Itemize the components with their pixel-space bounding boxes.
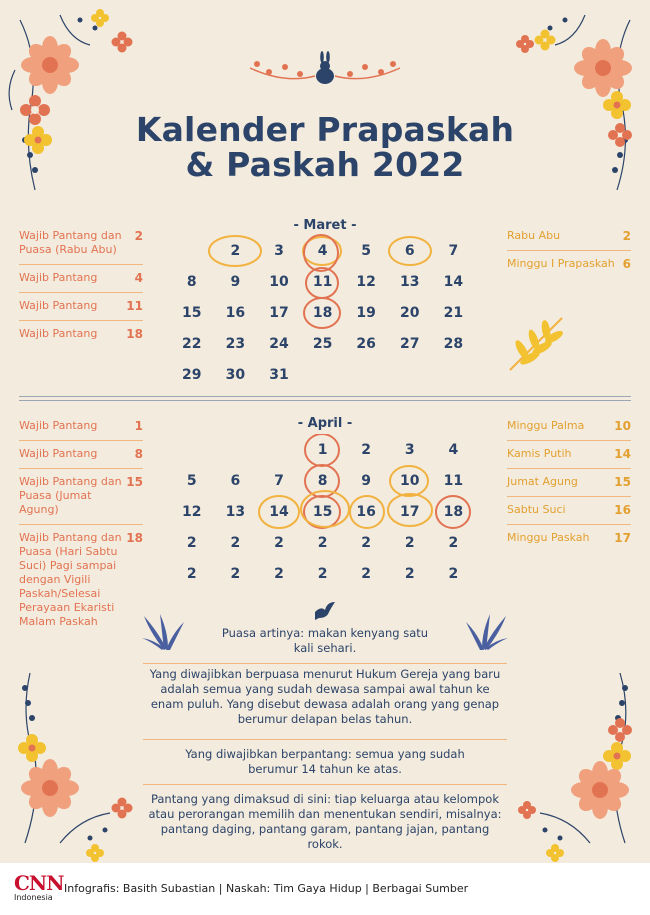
april-day-cell: 2 xyxy=(404,535,415,551)
march-right-event-day: 6 xyxy=(622,257,631,271)
leaf-branch-icon xyxy=(500,310,570,375)
march-left-event-day: 18 xyxy=(126,327,143,341)
march-day-cell: 24 xyxy=(269,336,289,352)
footer-bar xyxy=(0,863,650,915)
march-right-event-row xyxy=(507,223,631,251)
march-right-events xyxy=(507,223,631,278)
april-right-event-label: Sabtu Suci xyxy=(507,503,566,516)
march-day-cell: 14 xyxy=(443,274,464,290)
april-day-cell: 12 xyxy=(182,504,202,520)
april-day-cell: 10 xyxy=(400,473,420,489)
april-right-event-row xyxy=(507,441,631,469)
march-left-event-label: Wajib Pantang dan Puasa (Rabu Abu) xyxy=(19,229,122,256)
april-day-cell: 14 xyxy=(269,504,289,520)
april-day-cell: 15 xyxy=(312,504,333,520)
april-right-event-day: 14 xyxy=(614,447,631,461)
footer-credits: Infografis: Basith Subastian | Naskah: Tim Gaya Hidup | Berbagai Sumber xyxy=(64,882,469,895)
march-day-cell: 12 xyxy=(356,274,376,290)
april-left-event-day: 1 xyxy=(134,419,143,433)
april-day-cell: 5 xyxy=(186,473,197,489)
april-right-event-day: 10 xyxy=(614,419,631,433)
march-day-cell: 20 xyxy=(400,305,420,321)
april-left-event-day: 18 xyxy=(126,531,143,545)
march-day-cell: 7 xyxy=(448,243,459,259)
march-left-event-row xyxy=(19,293,143,321)
april-left-event-day: 15 xyxy=(126,475,143,489)
april-left-events xyxy=(19,413,143,636)
march-right-event-label: Minggu I Prapaskah xyxy=(507,257,615,270)
april-right-event-label: Minggu Paskah xyxy=(507,531,590,544)
april-day-cell: 2 xyxy=(404,566,415,582)
april-left-event-row xyxy=(19,441,143,469)
march-calendar-grid xyxy=(170,236,475,391)
april-right-event-label: Kamis Putih xyxy=(507,447,572,460)
april-day-cell: 2 xyxy=(448,566,459,582)
april-day-cell: 9 xyxy=(361,473,372,489)
april-day-cell: 11 xyxy=(443,473,464,489)
april-day-cell: 13 xyxy=(225,504,246,520)
note-pantang-def: Pantang yang dimaksud di sini: tiap keluarga atau kelompok atau perorangan memilih dan menentukan sendiri, misalnya: pantang daging, pantang garam, pantang jajan, pantang rokok. xyxy=(148,792,502,851)
march-day-cell: 26 xyxy=(356,336,376,352)
april-day-cell: 2 xyxy=(317,535,328,551)
march-day-cell: 8 xyxy=(186,274,197,290)
april-day-cell: 2 xyxy=(361,535,372,551)
march-left-event-row xyxy=(19,265,143,293)
april-day-cell: 2 xyxy=(186,566,197,582)
april-day-cell xyxy=(170,435,214,466)
right-grass-icon xyxy=(462,612,510,652)
bottom-left-flower-decoration xyxy=(0,668,140,863)
april-left-event-label: Wajib Pantang xyxy=(19,419,98,432)
april-left-event-label: Wajib Pantang dan Puasa (Hari Sabtu Suci) Pagi sampai dengan Vigili Paskah/Selesai Perayaan Ekaristi Malam Paskah xyxy=(19,531,122,628)
april-day-cell xyxy=(257,435,301,466)
march-day-cell: 11 xyxy=(312,274,333,290)
april-day-cell: 2 xyxy=(361,442,372,458)
march-day-cell: 28 xyxy=(443,336,464,352)
march-day-cell: 23 xyxy=(225,336,246,352)
march-day-cell: 3 xyxy=(274,243,284,259)
march-right-event-row xyxy=(507,251,631,278)
dove-icon xyxy=(313,600,337,622)
march-day-cell xyxy=(170,236,214,267)
march-day-cell: 25 xyxy=(312,336,333,352)
note-puasa: Puasa artinya: makan kenyang satu kali sehari. xyxy=(221,626,429,655)
april-day-cell: 6 xyxy=(230,473,241,489)
march-day-cell: 4 xyxy=(317,243,328,259)
april-right-event-label: Jumat Agung xyxy=(507,475,578,488)
march-day-cell: 13 xyxy=(400,274,420,290)
cnn-indonesia-logo[interactable] xyxy=(14,871,64,907)
april-day-cell: 17 xyxy=(400,504,420,520)
april-day-cell xyxy=(214,435,258,466)
march-day-cell xyxy=(301,360,345,391)
march-day-cell: 19 xyxy=(356,305,376,321)
april-left-event-day: 8 xyxy=(134,447,143,461)
march-day-cell xyxy=(388,360,432,391)
april-day-cell: 2 xyxy=(317,566,328,582)
april-day-cell: 8 xyxy=(317,473,328,489)
march-day-cell: 21 xyxy=(443,305,464,321)
april-day-cell: 1 xyxy=(317,442,328,458)
april-day-cell: 2 xyxy=(448,535,459,551)
note-separator-2 xyxy=(143,739,507,740)
april-right-event-day: 15 xyxy=(614,475,631,489)
april-day-cell: 2 xyxy=(230,535,241,551)
april-right-event-row xyxy=(507,469,631,497)
march-right-event-day: 2 xyxy=(622,229,631,243)
march-day-cell: 6 xyxy=(404,243,415,259)
note-puasa-who: Yang diwajibkan berpuasa menurut Hukum Gereja yang baru adalah semua yang sudah dewasa sampai awal tahun ke enam puluh. Yang disebut dewasa adalah orang yang genap berumur delapan belas tahun. xyxy=(149,667,501,726)
april-right-event-row xyxy=(507,497,631,525)
april-left-event-label: Wajib Pantang xyxy=(19,447,98,460)
april-right-event-row xyxy=(507,525,631,552)
april-right-event-day: 16 xyxy=(614,503,631,517)
march-day-cell xyxy=(432,360,476,391)
april-left-event-row xyxy=(19,469,143,525)
march-day-cell xyxy=(344,360,388,391)
cnn-logo-subtext: Indonesia xyxy=(14,893,53,902)
left-grass-icon xyxy=(140,612,188,652)
march-day-cell: 22 xyxy=(182,336,202,352)
april-left-event-label: Wajib Pantang dan Puasa (Jumat Agung) xyxy=(19,475,122,516)
march-day-cell: 29 xyxy=(182,367,202,383)
april-day-cell: 2 xyxy=(186,535,197,551)
april-left-event-row xyxy=(19,413,143,441)
april-calendar-grid xyxy=(170,435,475,590)
bunny-vine-icon xyxy=(245,50,405,90)
april-right-event-label: Minggu Palma xyxy=(507,419,585,432)
section-divider xyxy=(19,396,631,401)
march-day-cell: 17 xyxy=(269,305,289,321)
april-day-cell: 2 xyxy=(230,566,241,582)
march-day-cell: 31 xyxy=(269,367,289,383)
march-left-event-day: 4 xyxy=(134,271,143,285)
march-left-event-row xyxy=(19,321,143,348)
march-left-event-label: Wajib Pantang xyxy=(19,271,98,284)
page-title-line-2: & Paskah 2022 xyxy=(185,145,465,184)
march-left-event-label: Wajib Pantang xyxy=(19,299,98,312)
march-day-cell: 2 xyxy=(230,243,241,259)
march-label: - Maret - xyxy=(293,218,357,233)
april-label: - April - xyxy=(297,416,353,431)
note-pantang-who: Yang diwajibkan berpantang: semua yang sudah berumur 14 tahun ke atas. xyxy=(185,747,465,776)
march-left-event-label: Wajib Pantang xyxy=(19,327,98,340)
april-right-events xyxy=(507,413,631,552)
april-right-event-day: 17 xyxy=(614,531,631,545)
april-day-cell: 18 xyxy=(443,504,464,520)
march-day-cell: 18 xyxy=(312,305,333,321)
march-day-cell: 30 xyxy=(225,367,246,383)
april-left-event-row xyxy=(19,525,143,636)
april-day-cell: 2 xyxy=(361,566,372,582)
page-title-line-1: Kalender Prapaskah xyxy=(135,110,515,149)
april-right-event-row xyxy=(507,413,631,441)
march-day-cell: 27 xyxy=(400,336,420,352)
april-day-cell: 2 xyxy=(274,535,284,551)
april-day-cell: 2 xyxy=(274,566,284,582)
march-left-event-row xyxy=(19,223,143,265)
note-separator-3 xyxy=(143,784,507,785)
note-separator-1 xyxy=(143,663,507,664)
march-left-events xyxy=(19,223,143,348)
cnn-logo-text: CNN xyxy=(14,871,64,895)
march-right-event-label: Rabu Abu xyxy=(507,229,561,242)
bottom-right-flower-decoration xyxy=(505,668,650,863)
april-day-cell: 7 xyxy=(274,473,284,489)
march-day-cell: 10 xyxy=(269,274,289,290)
april-day-cell: 3 xyxy=(404,442,415,458)
march-day-cell: 16 xyxy=(225,305,246,321)
april-day-cell: 16 xyxy=(356,504,376,520)
march-day-cell: 5 xyxy=(361,243,372,259)
march-left-event-day: 11 xyxy=(126,299,143,313)
march-day-cell: 9 xyxy=(230,274,241,290)
april-day-cell: 4 xyxy=(448,442,459,458)
march-day-cell: 15 xyxy=(182,305,202,321)
march-left-event-day: 2 xyxy=(134,229,143,243)
